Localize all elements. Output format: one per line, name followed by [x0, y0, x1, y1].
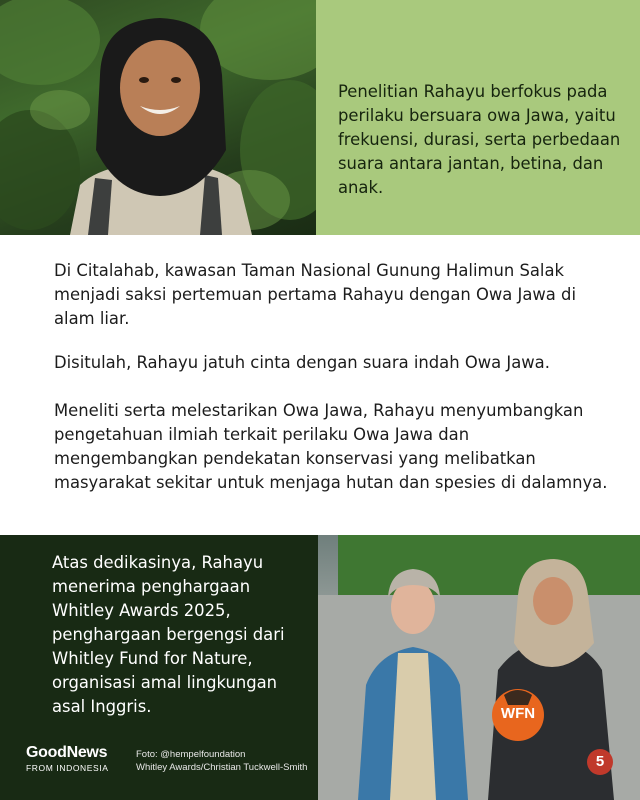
story-paragraph-3: Meneliti serta melestarikan Owa Jawa, Rahayu menyumbangkan pengetahuan ilmiah terkait perilaku Owa Jawa dan mengembangkan pendekatan konservasi yang melibatkan masyarakat sekitar untuk menjaga hutan dan spesies di dalamnya.	[54, 401, 608, 492]
researcher-photo	[0, 0, 316, 235]
award-text: Atas dedikasinya, Rahayu menerima penghargaan Whitley Awards 2025, penghargaan bergengsi dari Whitley Fund for Nature, organisasi amal lingkungan asal Inggris.	[52, 553, 285, 716]
photo-credit-line-1: Foto: @hempelfoundation	[136, 749, 246, 760]
page-number-badge: 5	[587, 749, 613, 775]
researcher-photo-illustration	[0, 0, 316, 235]
logo-wordmark: GoodNews	[26, 744, 108, 761]
photo-credit-line-2: Whitley Awards/Christian Tuckwell-Smith	[136, 762, 308, 773]
trophy-label: WFN	[500, 705, 536, 722]
research-caption-panel	[316, 0, 640, 235]
award-section	[0, 535, 640, 800]
logo-tagline: FROM INDONESIA	[26, 763, 109, 773]
photo-credit	[136, 748, 376, 774]
story-section	[0, 235, 640, 535]
goodnews-logo	[26, 744, 109, 774]
story-paragraph-1: Di Citalahab, kawasan Taman Nasional Gunung Halimun Salak menjadi saksi pertemuan pertama Rahayu dengan Owa Jawa di alam liar.	[54, 261, 577, 328]
story-paragraph-2: Disitulah, Rahayu jatuh cinta dengan suara indah Owa Jawa.	[54, 353, 550, 372]
top-section	[0, 0, 640, 235]
research-caption: Penelitian Rahayu berfokus pada perilaku bersuara owa Jawa, yaitu frekuensi, durasi, serta perbedaan suara antara jantan, betina, dan anak.	[338, 82, 621, 197]
